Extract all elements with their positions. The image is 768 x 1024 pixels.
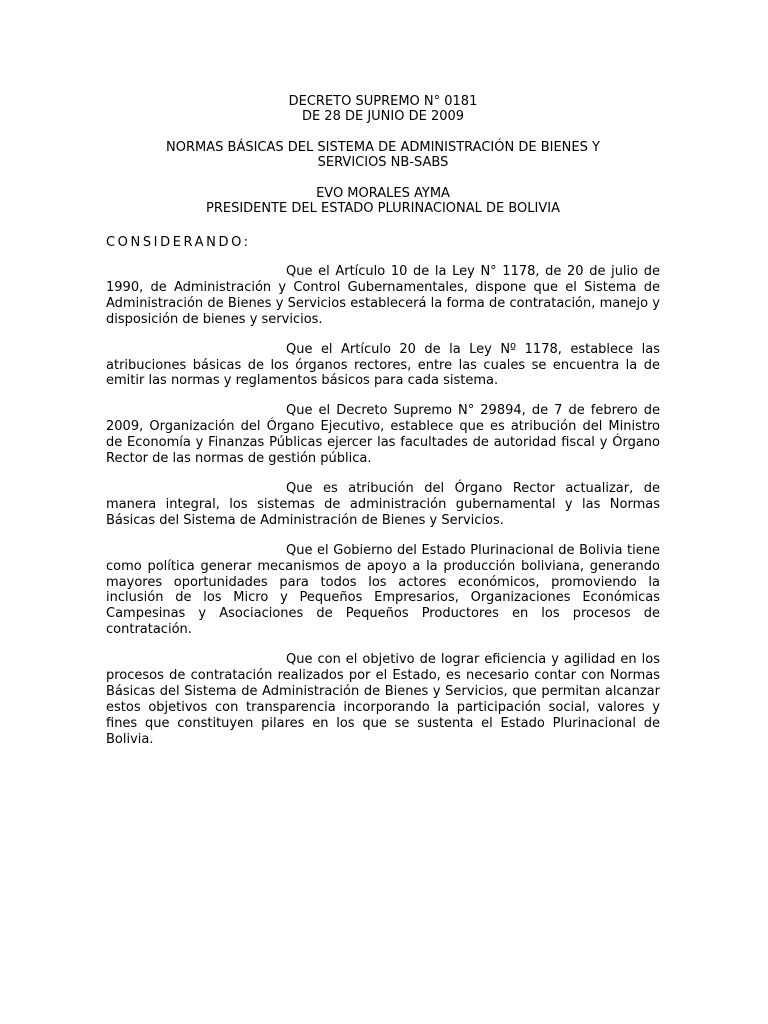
president-block	[106, 186, 660, 216]
president-name: EVO MORALES AYMA	[316, 186, 450, 201]
decree-subject-line-1: NORMAS BÁSICAS DEL SISTEMA DE ADMINISTRACIÓN DE BIENES Y	[166, 140, 600, 155]
considerando-paragraph: Que es atribución del Órgano Rector actualizar, de manera integral, los sistemas de administración gubernamental y las Normas Básicas del Sistema de Administración de Bienes y Servicios.	[106, 480, 660, 528]
considerando-paragraph: Que el Gobierno del Estado Plurinacional de Bolivia tiene como política generar mecanismos de apoyo a la producción boliviana, generando mayores oportunidades para todos los actores económicos, promoviendo la inclusión de los Micro y Pequeños Empresarios, Organizaciones Económicas Campesinas y Asociaciones de Pequeños Productores en los procesos de contratación.	[106, 542, 660, 638]
considerando-paragraph: Que el Artículo 10 de la Ley N° 1178, de 20 de julio de 1990, de Administración y Control Gubernamentales, dispone que el Sistema de Administración de Bienes y Servicios establecerá la forma de contratación, manejo y disposición de bienes y servicios.	[106, 264, 660, 327]
decree-title-block	[106, 94, 660, 124]
decree-subject-block	[106, 140, 660, 170]
document-page	[106, 94, 660, 748]
decree-subject-line-2: SERVICIOS NB-SABS	[317, 155, 449, 170]
president-title: PRESIDENTE DEL ESTADO PLURINACIONAL DE BOLIVIA	[206, 201, 560, 216]
considerando-paragraph: Que con el objetivo de lograr eficiencia y agilidad en los procesos de contratación realizados por el Estado, es necesario contar con Normas Básicas del Sistema de Administración de Bienes y Servicios, que permitan alcanzar estos objetivos con transparencia incorporando la participación social, valores y fines que constituyen pilares en los que se sustenta el Estado Plurinacional de Bolivia.	[106, 652, 660, 747]
decree-date: DE 28 DE JUNIO DE 2009	[301, 109, 465, 124]
decree-title: DECRETO SUPREMO N° 0181	[288, 94, 478, 109]
considerando-paragraph: Que el Decreto Supremo N° 29894, de 7 de febrero de 2009, Organización del Órgano Ejecutivo, establece que es atribución del Ministro de Economía y Finanzas Públicas ejercer las facultades de autoridad fiscal y Órgano Rector de las normas de gestión pública.	[106, 403, 660, 467]
considerando-paragraph: Que el Artículo 20 de la Ley Nº 1178, establece las atribuciones básicas de los órganos rectores, entre las cuales se encuentra la de emitir las normas y reglamentos básicos para cada sistema.	[106, 341, 660, 389]
considerando-heading: CONSIDERANDO:	[106, 235, 251, 250]
